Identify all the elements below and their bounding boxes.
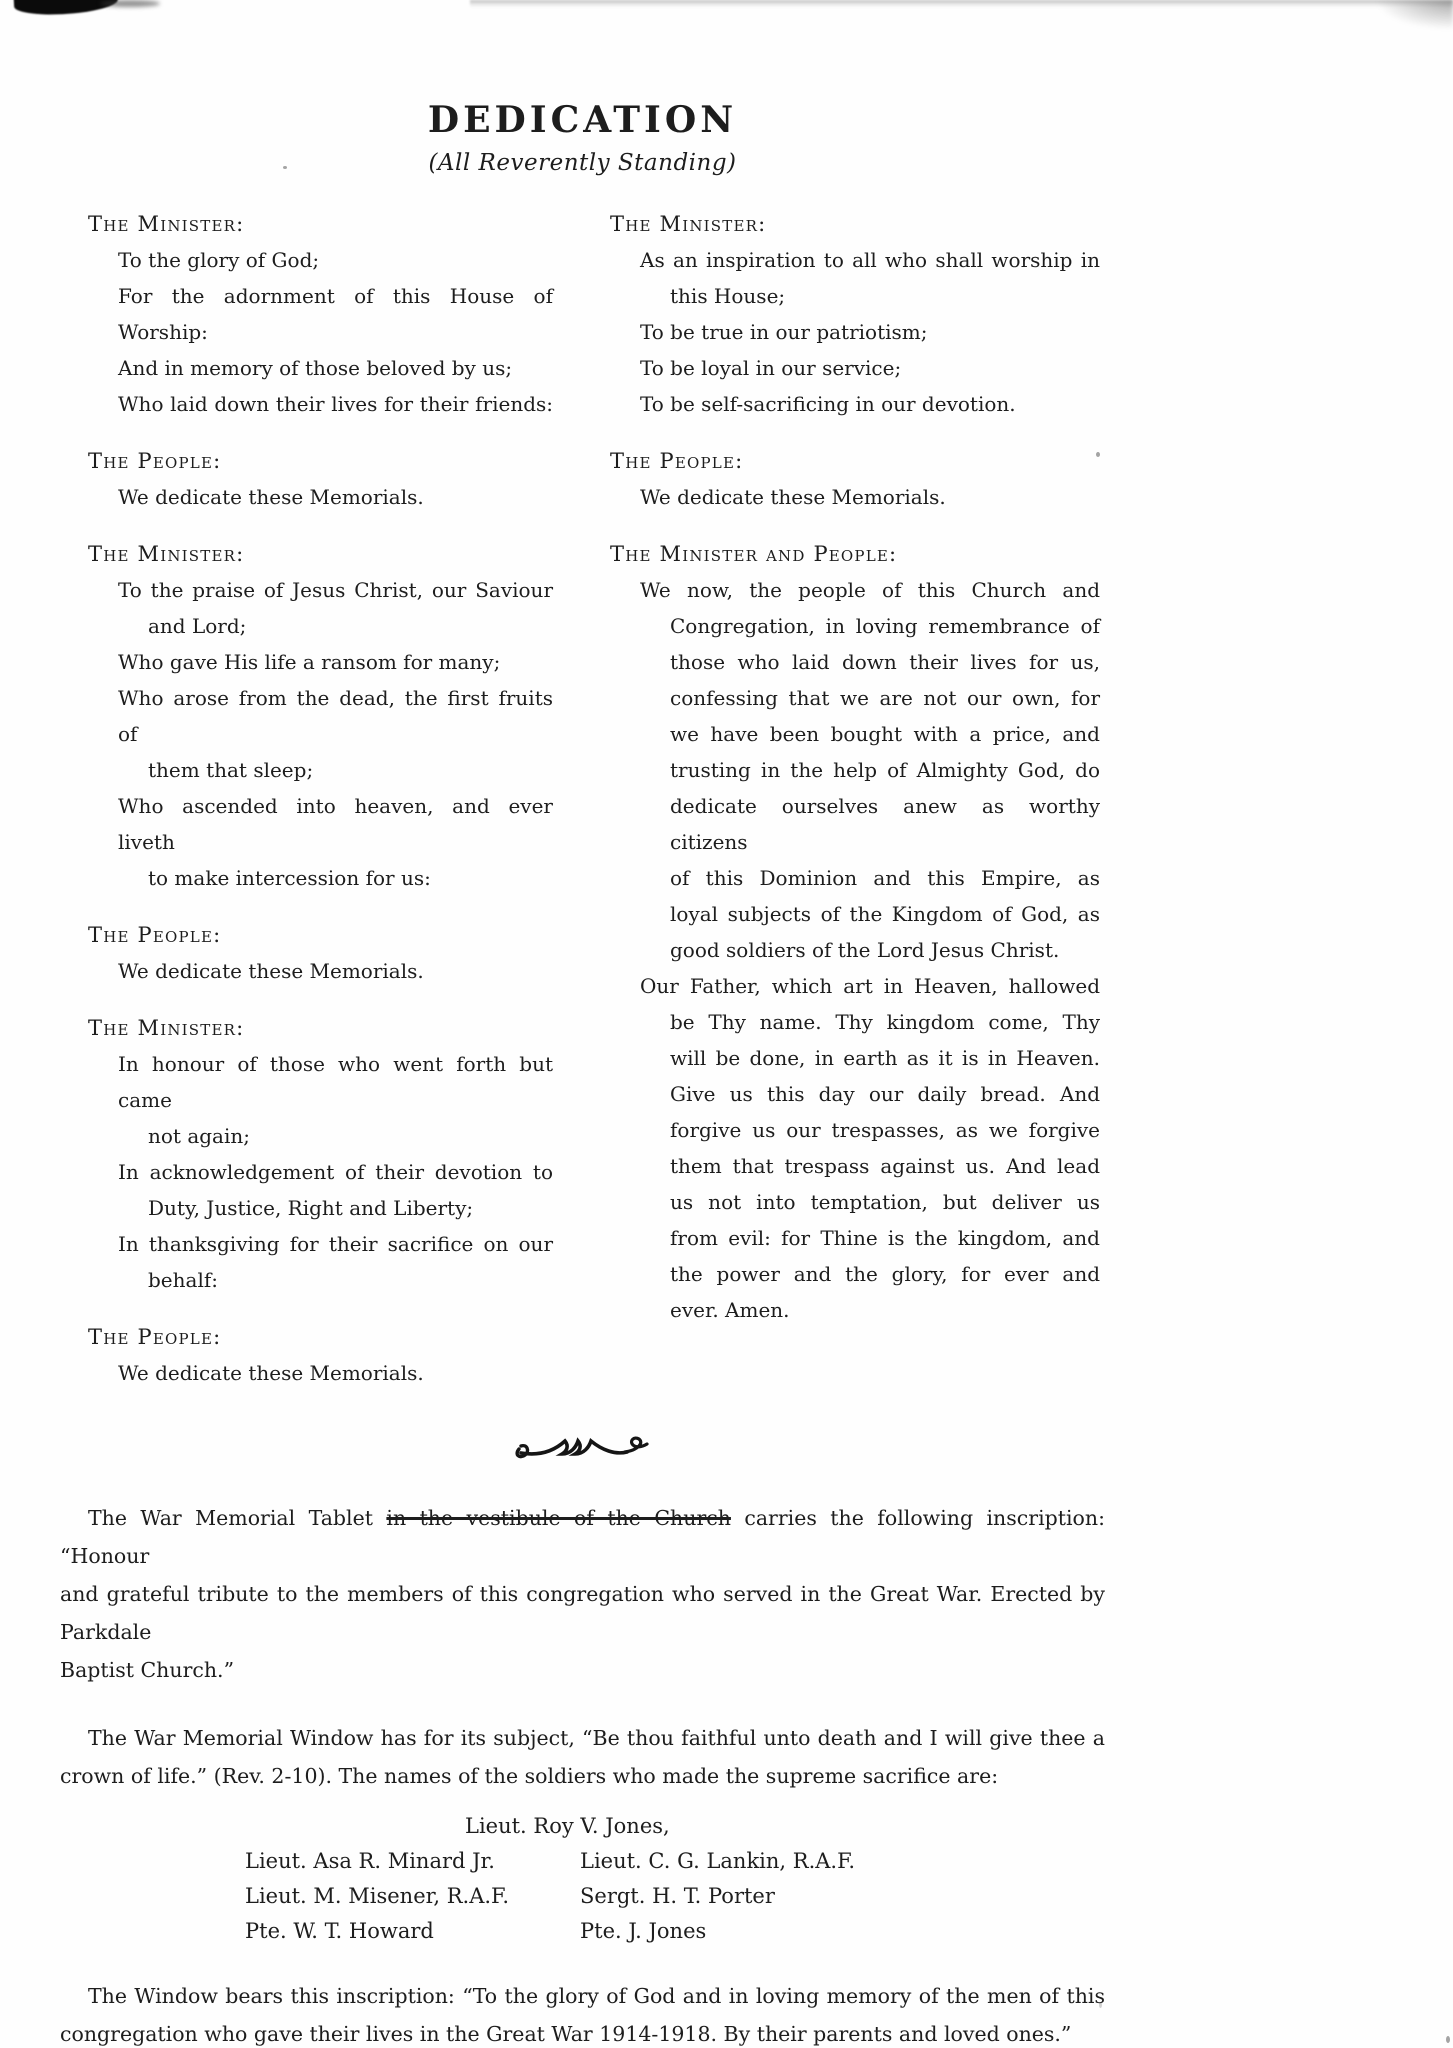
- liturgy-line: forgive us our trespasses, as we forgive: [670, 1118, 1100, 1143]
- speaker-heading: The People:: [88, 1325, 222, 1350]
- liturgy-line: not again;: [148, 1124, 250, 1149]
- liturgy-section: [88, 536, 553, 896]
- liturgy-line: To the glory of God;: [118, 248, 320, 273]
- liturgy-line: Give us this day our daily bread. And: [670, 1082, 1100, 1107]
- liturgy-section: [88, 443, 553, 515]
- liturgy-section: [610, 443, 1100, 515]
- liturgy-line: In thanksgiving for their sacrifice on our: [118, 1232, 553, 1257]
- liturgy-line: ever. Amen.: [670, 1298, 790, 1323]
- page-subtitle: (All Reverently Standing): [428, 150, 737, 177]
- speaker-heading: The Minister:: [88, 1016, 245, 1041]
- liturgy-line: We dedicate these Memorials.: [118, 959, 424, 984]
- liturgy-line: us not into temptation, but deliver us: [670, 1190, 1100, 1215]
- soldier-names-columns: [60, 1844, 1105, 1949]
- scroll-flourish-ornament: [505, 1427, 661, 1465]
- liturgy-line: loyal subjects of the Kingdom of God, as: [670, 902, 1100, 927]
- liturgy-line: confessing that we are not our own, for: [670, 686, 1100, 711]
- liturgy-line: We now, the people of this Church and: [640, 578, 1100, 603]
- speaker-heading: The People:: [610, 449, 744, 474]
- liturgy-line: be Thy name. Thy kingdom come, Thy: [670, 1010, 1100, 1035]
- soldier-names-left-column: [245, 1844, 580, 1949]
- liturgy-section: [88, 917, 553, 989]
- liturgy-line: this House;: [670, 284, 786, 309]
- liturgy-line: Our Father, which art in Heaven, hallowed: [640, 974, 1100, 999]
- liturgy-section: [610, 536, 1100, 1328]
- window-paragraph: [60, 1719, 1105, 1795]
- liturgy-line: from evil: for Thine is the kingdom, and: [670, 1226, 1100, 1251]
- speaker-heading: The People:: [88, 923, 222, 948]
- soldier-name: Sergt. H. T. Porter: [580, 1884, 775, 1909]
- liturgy-line: To be loyal in our service;: [640, 356, 902, 381]
- soldier-name: Pte. J. Jones: [580, 1919, 707, 1944]
- tablet-text-after: carries the following inscription: “Honour: [60, 1506, 1105, 1569]
- liturgy-line: we have been bought with a price, and: [670, 722, 1100, 747]
- page-content: [60, 0, 1105, 2048]
- window-line-2: crown of life.” (Rev. 2-10). The names of the soldiers who made the supreme sacrifice are:: [60, 1764, 999, 1789]
- inscription-line-1: The Window bears this inscription: “To the glory of God and in loving memory of the men of this: [88, 1984, 1105, 2009]
- liturgy-line: In honour of those who went forth but came: [118, 1052, 553, 1113]
- liturgy-line: Who gave His life a ransom for many;: [118, 650, 501, 675]
- tablet-text-before: The War Memorial Tablet: [88, 1506, 387, 1531]
- liturgy-line: Who arose from the dead, the first fruits of: [118, 686, 553, 747]
- speaker-heading: The Minister:: [88, 542, 245, 567]
- liturgy-line: Duty, Justice, Right and Liberty;: [148, 1196, 474, 1221]
- liturgy-line: To be self-sacrificing in our devotion.: [640, 392, 1016, 417]
- liturgy-line: of this Dominion and this Empire, as: [670, 866, 1100, 891]
- liturgy-section: [88, 1010, 553, 1298]
- speaker-heading: The Minister and People:: [610, 542, 898, 567]
- liturgy-columns: [60, 206, 1105, 1391]
- liturgy-line: Congregation, in loving remembrance of: [670, 614, 1100, 639]
- scan-corner-smudge: [1375, 0, 1453, 30]
- tablet-paragraph: [60, 1499, 1105, 1689]
- liturgy-line: them that trespass against us. And lead: [670, 1154, 1100, 1179]
- liturgy-line: We dedicate these Memorials.: [118, 1361, 424, 1386]
- liturgy-line: Who laid down their lives for their friends:: [118, 392, 553, 417]
- liturgy-line: To the praise of Jesus Christ, our Saviour: [118, 578, 553, 603]
- liturgy-line: good soldiers of the Lord Jesus Christ.: [670, 938, 1060, 963]
- liturgy-line: those who laid down their lives for us,: [670, 650, 1100, 675]
- soldier-name: Lieut. Roy V. Jones,: [465, 1814, 670, 1839]
- soldier-name: Lieut. M. Misener, R.A.F.: [245, 1884, 510, 1909]
- liturgy-line: will be done, in earth as it is in Heaven.: [670, 1046, 1100, 1071]
- tablet-line-1: [60, 1499, 1105, 1575]
- soldier-name: Pte. W. T. Howard: [245, 1919, 434, 1944]
- speaker-heading: The Minister:: [88, 212, 245, 237]
- liturgy-line: As an inspiration to all who shall worship in: [640, 248, 1100, 273]
- liturgy-line: to make intercession for us:: [148, 866, 431, 891]
- liturgy-line: trusting in the help of Almighty God, do: [670, 758, 1100, 783]
- liturgy-section: [610, 206, 1100, 422]
- inscription-paragraph: [60, 1977, 1105, 2048]
- liturgy-line: behalf:: [148, 1268, 218, 1293]
- tablet-line-3: Baptist Church.”: [60, 1658, 235, 1683]
- liturgy-line: To be true in our patriotism;: [640, 320, 928, 345]
- liturgy-right-column: [610, 206, 1100, 1391]
- liturgy-line: We dedicate these Memorials.: [118, 485, 424, 510]
- speaker-heading: The Minister:: [610, 212, 767, 237]
- liturgy-line: them that sleep;: [148, 758, 314, 783]
- liturgy-section: [88, 206, 553, 422]
- soldier-name: Lieut. C. G. Lankin, R.A.F.: [580, 1849, 856, 1874]
- liturgy-line: In acknowledgement of their devotion to: [118, 1160, 553, 1185]
- speaker-heading: The People:: [88, 449, 222, 474]
- liturgy-line: dedicate ourselves anew as worthy citizens: [670, 794, 1100, 855]
- soldier-names-list: [60, 1809, 1105, 1949]
- page-title: DEDICATION: [427, 99, 738, 141]
- liturgy-line: the power and the glory, for ever and: [670, 1262, 1100, 1287]
- soldier-name: Lieut. Asa R. Minard Jr.: [245, 1849, 495, 1874]
- liturgy-line: For the adornment of this House of Worship:: [118, 284, 553, 345]
- window-line-1: The War Memorial Window has for its subject, “Be thou faithful unto death and I will give thee a: [88, 1726, 1105, 1751]
- ornament-row: [60, 1427, 1105, 1469]
- inscription-line-2: congregation who gave their lives in the Great War 1914-1918. By their parents and loved ones.”: [60, 2022, 1072, 2047]
- liturgy-left-column: [88, 206, 553, 1391]
- liturgy-line: and Lord;: [148, 614, 247, 639]
- soldier-names-right-column: [580, 1844, 855, 1949]
- liturgy-line: Who ascended into heaven, and ever liveth: [118, 794, 553, 855]
- liturgy-section: [88, 1319, 553, 1391]
- tablet-line-2: and grateful tribute to the members of this congregation who served in the Great War. Erected by Parkdale: [60, 1582, 1105, 1645]
- scan-speck: [1446, 2036, 1450, 2043]
- liturgy-line: We dedicate these Memorials.: [640, 485, 946, 510]
- liturgy-line: And in memory of those beloved by us;: [118, 356, 513, 381]
- struck-through-text: in the vestibule of the Church: [386, 1506, 731, 1531]
